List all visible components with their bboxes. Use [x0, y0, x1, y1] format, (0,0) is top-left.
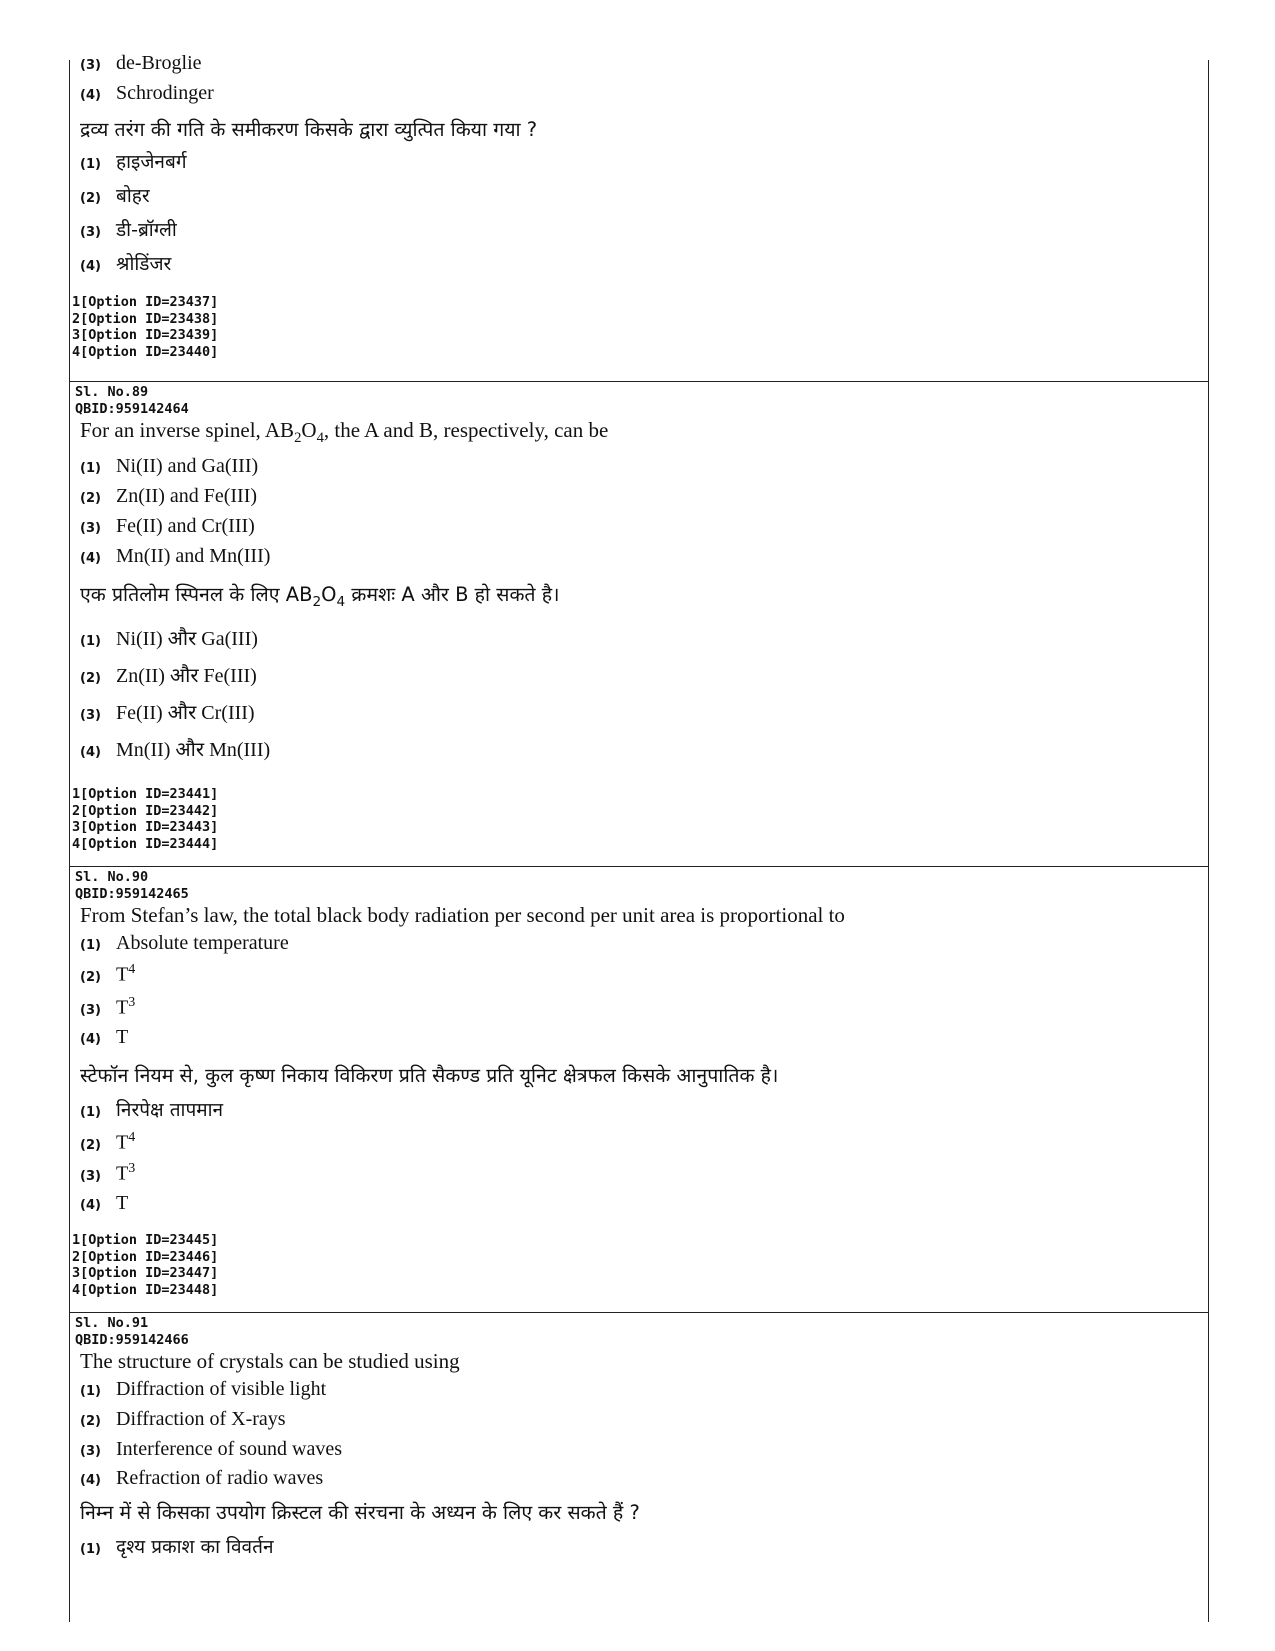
option-hi-3: (3) डी-ब्रॉग्ली — [80, 219, 177, 241]
question-stem-hi: द्रव्य तरंग की गति के समीकरण किसके द्वारा व्युत्पित किया गया ? — [80, 118, 538, 141]
option-en-4: (4) Refraction of radio waves — [80, 1467, 324, 1489]
question-divider — [69, 381, 1209, 382]
option-en-4: (4) T — [80, 1026, 129, 1048]
option-hi-1: (1) Ni(II) और Ga(III) — [80, 628, 258, 651]
option-en-3: (3) $T^3$ — [80, 995, 136, 1019]
qbid: QBID:959142464 — [75, 400, 189, 417]
question-divider — [69, 866, 1209, 867]
option-id-list: 1[Option ID=23441] 2[Option ID=23442] 3[Option ID=23443] 4[Option ID=23444] — [72, 786, 219, 852]
option-id-list: 1[Option ID=23445] 2[Option ID=23446] 3[Option ID=23447] 4[Option ID=23448] — [72, 1232, 219, 1298]
option-en-2: (2) $T^4$ — [80, 962, 136, 986]
option-en-1: (1) Absolute temperature — [80, 932, 289, 954]
option-hi-1: (1) दृश्य प्रकाश का विवर्तन — [80, 1536, 274, 1558]
question-89 — [69, 384, 1209, 852]
option-en-3: (3) de-Broglie — [80, 52, 202, 74]
option-hi-2: (2) $T^4$ — [80, 1130, 136, 1154]
option-id-list: 1[Option ID=23437] 2[Option ID=23438] 3[Option ID=23439] 4[Option ID=23440] — [72, 294, 219, 360]
question-divider — [69, 1312, 1209, 1313]
option-en-1: (1) Diffraction of visible light — [80, 1378, 327, 1400]
question-stem-en: From Stefan’s law, the total black body radiation per second per unit area is proportional to — [80, 903, 845, 927]
option-en-1: (1) Ni(II) and Ga(III) — [80, 455, 259, 478]
option-hi-3: (3) $T^3$ — [80, 1161, 136, 1185]
question-stem-hi: स्टेफॉन नियम से, कुल कृष्ण निकाय विकिरण प्रति सैकण्ड प्रति यूनिट क्षेत्रफल किसके आनुपातिक है। — [80, 1064, 779, 1087]
serial-number: Sl. No.90 — [75, 869, 149, 885]
qbid: QBID:959142466 — [75, 1331, 189, 1348]
question-91 — [69, 1315, 1209, 1567]
option-hi-3: (3) Fe(II) और Cr(III) — [80, 702, 255, 725]
option-hi-1: (1) हाइजेनबर्ग — [80, 151, 187, 173]
serial-number: Sl. No.91 — [75, 1315, 149, 1331]
qbid: QBID:959142465 — [75, 885, 189, 902]
option-hi-2: (2) Zn(II) और Fe(III) — [80, 665, 257, 688]
serial-number: Sl. No.89 — [75, 384, 149, 400]
question-stem-hi: एक प्रतिलोम स्पिनल के लिए $AB_2O_4$ क्रमशः A और B हो सकते है। — [80, 583, 560, 611]
option-en-2: (2) Zn(II) and Fe(III) — [80, 485, 258, 508]
option-hi-4: (4) T — [80, 1192, 129, 1214]
question-90 — [69, 869, 1209, 1298]
question-stem-en: For an inverse spinel, $AB_2O_4$, the A and B, respectively, can be — [80, 418, 609, 447]
question-stem-en: The structure of crystals can be studied using — [80, 1349, 460, 1373]
option-en-2: (2) Diffraction of X-rays — [80, 1408, 286, 1430]
question-stem-hi: निम्न में से किसका उपयोग क्रिस्टल की संरचना के अध्यन के लिए कर सकते हैं ? — [80, 1501, 640, 1524]
option-hi-4: (4) Mn(II) और Mn(III) — [80, 739, 271, 762]
option-hi-2: (2) बोहर — [80, 185, 150, 207]
option-hi-1: (1) निरपेक्ष तापमान — [80, 1099, 224, 1121]
option-en-3: (3) Fe(II) and Cr(III) — [80, 515, 255, 538]
option-en-4: (4) Mn(II) and Mn(III) — [80, 545, 271, 568]
option-en-3: (3) Interference of sound waves — [80, 1438, 343, 1460]
option-hi-4: (4) श्रोडिंजर — [80, 253, 172, 275]
question-88-continuation — [69, 52, 1209, 360]
option-en-4: (4) Schrodinger — [80, 82, 214, 104]
